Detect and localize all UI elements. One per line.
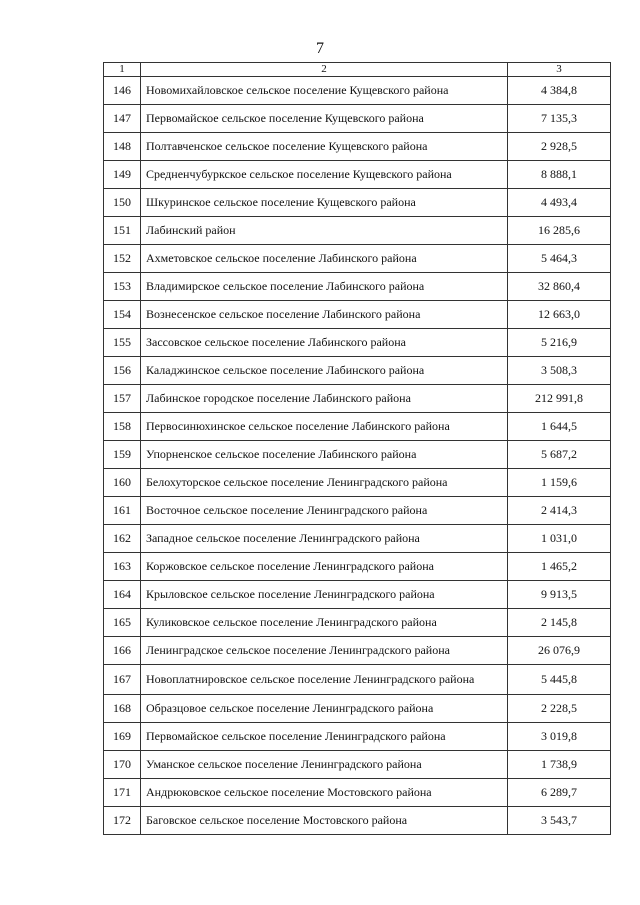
table-row [104,581,611,609]
table-row [104,779,611,807]
row-number-cell: 164 [104,581,141,609]
row-value-cell: 212 991,8 [508,385,611,413]
row-number-cell: 172 [104,807,141,835]
row-name-cell: Белохуторское сельское поселение Ленинградского района [141,469,508,497]
table-row [104,723,611,751]
row-name-cell: Лабинское городское поселение Лабинского района [141,385,508,413]
table-row [104,553,611,581]
row-value-cell: 5 687,2 [508,441,611,469]
row-value-cell: 7 135,3 [508,105,611,133]
column-header-1: 1 [104,63,141,77]
row-value-cell: 9 913,5 [508,581,611,609]
row-value-cell: 1 644,5 [508,413,611,441]
table-row [104,273,611,301]
row-value-cell: 16 285,6 [508,217,611,245]
row-value-cell: 6 289,7 [508,779,611,807]
row-name-cell: Зассовское сельское поселение Лабинского района [141,329,508,357]
table-row [104,751,611,779]
table-row [104,525,611,553]
table-row [104,301,611,329]
row-value-cell: 1 465,2 [508,553,611,581]
row-number-cell: 159 [104,441,141,469]
row-name-cell: Полтавченское сельское поселение Кущевского района [141,133,508,161]
row-name-cell: Первомайское сельское поселение Ленинградского района [141,723,508,751]
row-number-cell: 166 [104,637,141,665]
row-number-cell: 167 [104,665,141,695]
table-row [104,105,611,133]
row-number-cell: 153 [104,273,141,301]
table-row [104,189,611,217]
row-number-cell: 162 [104,525,141,553]
row-value-cell: 2 414,3 [508,497,611,525]
row-name-cell: Ахметовское сельское поселение Лабинского района [141,245,508,273]
row-number-cell: 147 [104,105,141,133]
row-number-cell: 160 [104,469,141,497]
row-value-cell: 1 738,9 [508,751,611,779]
table-row [104,217,611,245]
row-name-cell: Баговское сельское поселение Мостовского района [141,807,508,835]
data-table [103,62,611,835]
row-value-cell: 3 019,8 [508,723,611,751]
row-value-cell: 32 860,4 [508,273,611,301]
row-value-cell: 5 445,8 [508,665,611,695]
table-row [104,133,611,161]
table-row [104,161,611,189]
column-header-2: 2 [141,63,508,77]
row-value-cell: 5 464,3 [508,245,611,273]
row-name-cell: Первосинюхинское сельское поселение Лабинского района [141,413,508,441]
row-number-cell: 150 [104,189,141,217]
row-number-cell: 171 [104,779,141,807]
row-name-cell: Андрюковское сельское поселение Мостовского района [141,779,508,807]
table-row [104,497,611,525]
row-number-cell: 146 [104,77,141,105]
row-value-cell: 1 031,0 [508,525,611,553]
row-number-cell: 158 [104,413,141,441]
row-number-cell: 161 [104,497,141,525]
row-name-cell: Куликовское сельское поселение Ленинградского района [141,609,508,637]
row-value-cell: 4 493,4 [508,189,611,217]
row-value-cell: 2 228,5 [508,695,611,723]
row-name-cell: Упорненское сельское поселение Лабинского района [141,441,508,469]
row-number-cell: 168 [104,695,141,723]
table-row [104,77,611,105]
row-name-cell: Средненчубуркское сельское поселение Кущевского района [141,161,508,189]
table-row [104,469,611,497]
row-number-cell: 170 [104,751,141,779]
table-row [104,665,611,695]
column-header-3: 3 [508,63,611,77]
table-header-row [104,63,611,77]
row-number-cell: 156 [104,357,141,385]
row-value-cell: 12 663,0 [508,301,611,329]
row-number-cell: 149 [104,161,141,189]
row-name-cell: Владимирское сельское поселение Лабинского района [141,273,508,301]
row-name-cell: Коржовское сельское поселение Ленинградского района [141,553,508,581]
row-value-cell: 4 384,8 [508,77,611,105]
row-value-cell: 3 508,3 [508,357,611,385]
row-number-cell: 152 [104,245,141,273]
row-value-cell: 2 145,8 [508,609,611,637]
table-row [104,357,611,385]
row-number-cell: 165 [104,609,141,637]
row-value-cell: 26 076,9 [508,637,611,665]
row-number-cell: 169 [104,723,141,751]
row-name-cell: Лабинский район [141,217,508,245]
row-name-cell: Вознесенское сельское поселение Лабинского района [141,301,508,329]
table-row [104,807,611,835]
row-name-cell: Каладжинское сельское поселение Лабинского района [141,357,508,385]
row-name-cell: Восточное сельское поселение Ленинградского района [141,497,508,525]
row-name-cell: Новомихайловское сельское поселение Кущевского района [141,77,508,105]
row-value-cell: 8 888,1 [508,161,611,189]
table-row [104,245,611,273]
row-name-cell: Первомайское сельское поселение Кущевского района [141,105,508,133]
row-number-cell: 151 [104,217,141,245]
table-row [104,413,611,441]
row-value-cell: 5 216,9 [508,329,611,357]
page-number: 7 [316,40,324,57]
row-value-cell: 2 928,5 [508,133,611,161]
table-row [104,609,611,637]
row-name-cell: Новоплатнировское сельское поселение Ленинградского района [141,665,508,695]
row-number-cell: 154 [104,301,141,329]
table-row [104,637,611,665]
table-row [104,441,611,469]
table-row [104,385,611,413]
row-number-cell: 148 [104,133,141,161]
row-name-cell: Крыловское сельское поселение Ленинградского района [141,581,508,609]
row-name-cell: Уманское сельское поселение Ленинградского района [141,751,508,779]
row-name-cell: Ленинградское сельское поселение Ленинградского района [141,637,508,665]
row-value-cell: 3 543,7 [508,807,611,835]
table-body [104,77,611,835]
table-row [104,695,611,723]
row-name-cell: Западное сельское поселение Ленинградского района [141,525,508,553]
row-name-cell: Шкуринское сельское поселение Кущевского района [141,189,508,217]
row-number-cell: 155 [104,329,141,357]
row-value-cell: 1 159,6 [508,469,611,497]
row-name-cell: Образцовое сельское поселение Ленинградского района [141,695,508,723]
row-number-cell: 157 [104,385,141,413]
row-number-cell: 163 [104,553,141,581]
table-row [104,329,611,357]
